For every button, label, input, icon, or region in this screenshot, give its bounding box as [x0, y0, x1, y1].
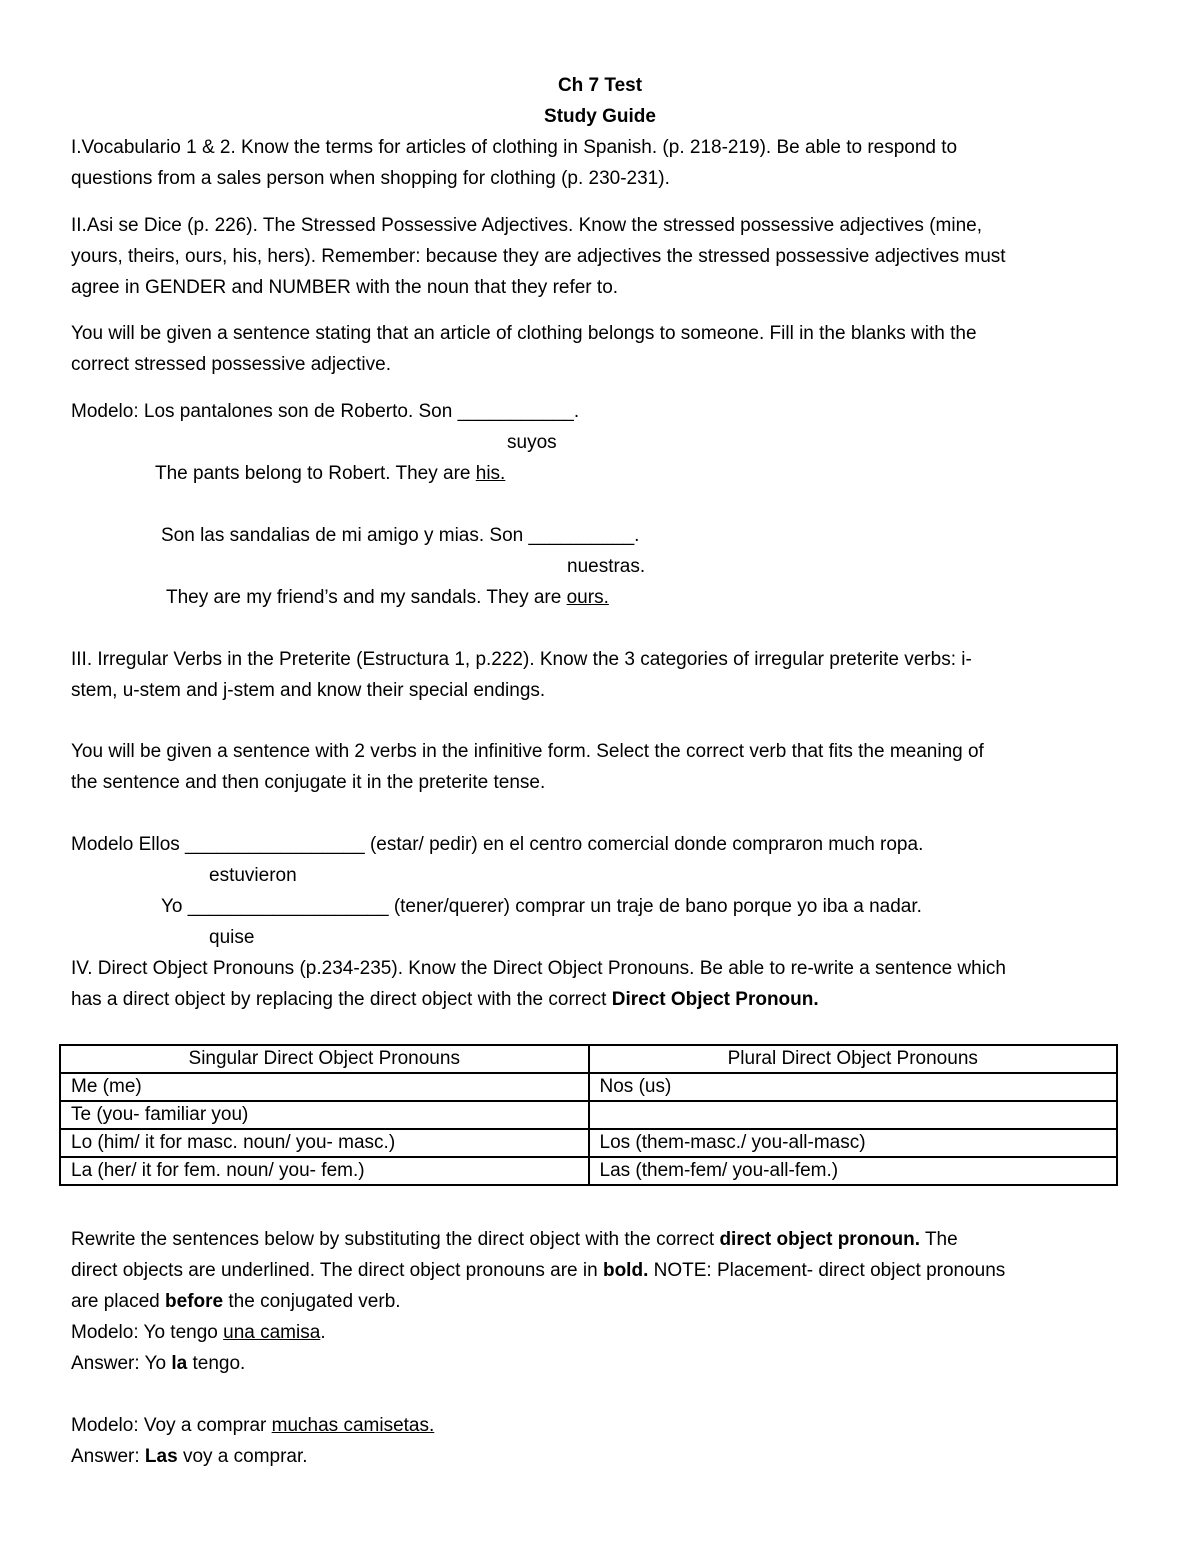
- section2-instruction-2: correct stressed possessive adjective.: [71, 354, 391, 375]
- table-row: [60, 1101, 1117, 1129]
- rewrite-instruction-3: are placed before the conjugated verb.: [71, 1291, 401, 1312]
- page-subtitle: Study Guide: [544, 106, 656, 127]
- section2-instruction-1: You will be given a sentence stating that an article of clothing belongs to someone. Fill in the blanks with the: [71, 323, 977, 344]
- section3-line1: III. Irregular Verbs in the Preterite (Estructura 1, p.222). Know the 3 categories of irregular preterite verbs: i-: [71, 649, 972, 670]
- rewrite-model-2: Modelo: Voy a comprar muchas camisetas.: [71, 1415, 435, 1436]
- section3-instruction-2: the sentence and then conjugate it in the preterite tense.: [71, 772, 546, 793]
- possessive-example-1-translation: The pants belong to Robert. They are his.: [155, 463, 506, 484]
- possessive-example-1-answer: suyos: [507, 432, 557, 453]
- rewrite-instruction-2: direct objects are underlined. The direct object pronouns are in bold. NOTE: Placement- direct object pronouns: [71, 1260, 1006, 1281]
- table-row: [60, 1129, 1117, 1157]
- section4-line1: IV. Direct Object Pronouns (p.234-235). Know the Direct Object Pronouns. Be able to re-write a sentence which: [71, 958, 1006, 979]
- table-cell: Nos (us): [589, 1073, 1118, 1101]
- table-cell: Las (them-fem/ you-all-fem.): [589, 1157, 1118, 1185]
- direct-object-underlined: muchas camisetas.: [271, 1415, 435, 1436]
- rewrite-answer-1: Answer: Yo la tengo.: [71, 1353, 246, 1374]
- direct-object-underlined: una camisa: [223, 1322, 321, 1343]
- table-header-row: [60, 1045, 1117, 1073]
- underlined-word: his.: [475, 463, 506, 484]
- possessive-example-2-translation: They are my friend’s and my sandals. They are ours.: [166, 587, 609, 608]
- section3-instruction-1: You will be given a sentence with 2 verbs in the infinitive form. Select the correct verb that fits the meaning of: [71, 741, 984, 762]
- rewrite-answer-2: Answer: Las voy a comprar.: [71, 1446, 308, 1467]
- table-cell: [589, 1101, 1118, 1129]
- section1-line2: questions from a sales person when shopping for clothing (p. 230-231).: [71, 168, 670, 189]
- preterite-example-2-answer: quise: [209, 927, 255, 948]
- underlined-word: ours.: [566, 587, 609, 608]
- possessive-example-2-prompt: Son las sandalias de mi amigo y mias. Son __________.: [161, 525, 640, 546]
- page-title: Ch 7 Test: [557, 75, 643, 96]
- section2-line2: yours, theirs, ours, his, hers). Remember: because they are adjectives the stressed possessive adjectives must: [71, 246, 1006, 267]
- table-row: [60, 1073, 1117, 1101]
- possessive-example-1-prompt: Modelo: Los pantalones son de Roberto. Son ___________.: [71, 401, 580, 422]
- section2-line3: agree in GENDER and NUMBER with the noun that they refer to.: [71, 277, 619, 298]
- table-cell: Lo (him/ it for masc. noun/ you- masc.): [60, 1129, 589, 1157]
- table-cell: Los (them-masc./ you-all-masc): [589, 1129, 1118, 1157]
- table-cell: Te (you- familiar you): [60, 1101, 589, 1129]
- table-row: [60, 1157, 1117, 1185]
- section2-line1: II.Asi se Dice (p. 226). The Stressed Possessive Adjectives. Know the stressed possessive adjectives (mine,: [71, 215, 982, 236]
- section3-line2: stem, u-stem and j-stem and know their special endings.: [71, 680, 546, 701]
- preterite-example-1-answer: estuvieron: [209, 865, 297, 886]
- preterite-example-2-prompt: Yo ___________________ (tener/querer) comprar un traje de bano porque yo iba a nadar.: [161, 896, 922, 917]
- rewrite-instruction-1: Rewrite the sentences below by substituting the direct object with the correct direct object pronoun. The: [71, 1229, 958, 1250]
- rewrite-model-1: Modelo: Yo tengo una camisa.: [71, 1322, 326, 1343]
- section4-line2: has a direct object by replacing the direct object with the correct Direct Object Pronoun.: [71, 989, 819, 1010]
- table-header-singular: Singular Direct Object Pronouns: [60, 1045, 589, 1073]
- direct-object-pronoun-table: [59, 1044, 1118, 1186]
- section1-line1: I.Vocabulario 1 & 2. Know the terms for articles of clothing in Spanish. (p. 218-219). Be able to respond to: [71, 137, 958, 158]
- preterite-example-1-prompt: Modelo Ellos _________________ (estar/ pedir) en el centro comercial donde compraron much ropa.: [71, 834, 924, 855]
- possessive-example-2-answer: nuestras.: [567, 556, 646, 577]
- table-cell: La (her/ it for fem. noun/ you- fem.): [60, 1157, 589, 1185]
- table-header-plural: Plural Direct Object Pronouns: [589, 1045, 1118, 1073]
- table-cell: Me (me): [60, 1073, 589, 1101]
